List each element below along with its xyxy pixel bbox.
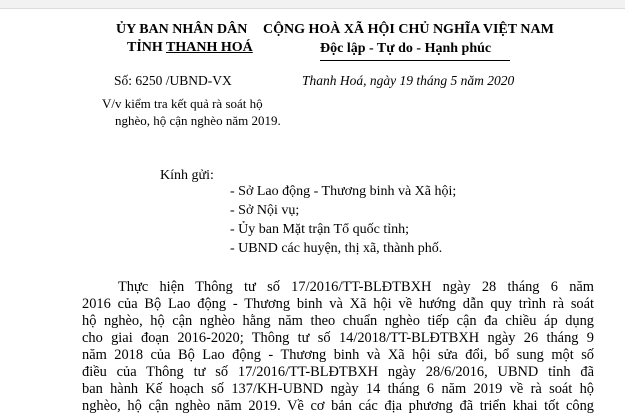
- body-paragraph-line: cho giai đoạn 2016-2020; Thông tư số 14/2018/TT-BLĐTBXH ngày 26 tháng 9: [82, 330, 594, 346]
- body-paragraph-line: ban hành Kế hoạch số 137/KH-UBND ngày 14 tháng 6 năm 2019 về rà soát hộ: [82, 381, 594, 397]
- national-motto: Độc lập - Tự do - Hạnh phúc: [320, 41, 492, 56]
- national-title: CỘNG HOÀ XÃ HỘI CHỦ NGHĨA VIỆT NAM: [263, 22, 554, 37]
- recipient-item: - Sở Lao động - Thương binh và Xã hội;: [230, 184, 457, 199]
- agency-province-prefix: TỈNH: [127, 40, 167, 55]
- body-paragraph-line: 2016 của Bộ Lao động - Thương binh và Xã hội về hướng dẫn quy trình rà soát: [82, 296, 594, 312]
- document-number: Số: 6250 /UBND-VX: [114, 73, 232, 88]
- recipient-item: - UBND các huyện, thị xã, thành phố.: [230, 241, 443, 256]
- body-paragraph-line: hộ nghèo, hộ cận nghèo hằng năm theo chuẩn nghèo tiếp cận đa chiều áp dụng: [82, 313, 594, 329]
- body-paragraph-line: nghèo, hộ cận nghèo năm 2019. Về cơ bản các địa phương đã triển khai tốt công: [82, 398, 594, 414]
- agency-province-name: THANH HOÁ: [166, 40, 253, 55]
- viewer-top-bar: [0, 0, 625, 9]
- recipient-item: - Sở Nội vụ;: [230, 203, 300, 218]
- place-and-date: Thanh Hoá, ngày 19 tháng 5 năm 2020: [302, 73, 515, 88]
- subject-line-2: nghèo, hộ cận nghèo năm 2019.: [115, 113, 281, 128]
- subject-line-1: V/v kiểm tra kết quả rà soát hộ: [102, 96, 263, 111]
- salutation: Kính gửi:: [160, 168, 214, 183]
- issuing-agency-line1: ỦY BAN NHÂN DÂN: [116, 22, 248, 37]
- issuing-agency-line2: [127, 40, 253, 56]
- body-paragraph-line: năm 2018 của Bộ Lao động - Thương binh và Xã hội sửa đổi, bổ sung một số: [82, 347, 594, 363]
- body-paragraph-line: Thực hiện Thông tư số 17/2016/TT-BLĐTBXH ngày 28 tháng 6 năm: [118, 279, 594, 295]
- recipient-item: - Ủy ban Mặt trận Tổ quốc tỉnh;: [230, 222, 409, 237]
- body-paragraph-line: điều của Thông tư số 17/2016/TT-BLĐTBXH ngày 28/6/2016, UBND tỉnh đã: [82, 364, 594, 380]
- motto-underline: [320, 60, 510, 61]
